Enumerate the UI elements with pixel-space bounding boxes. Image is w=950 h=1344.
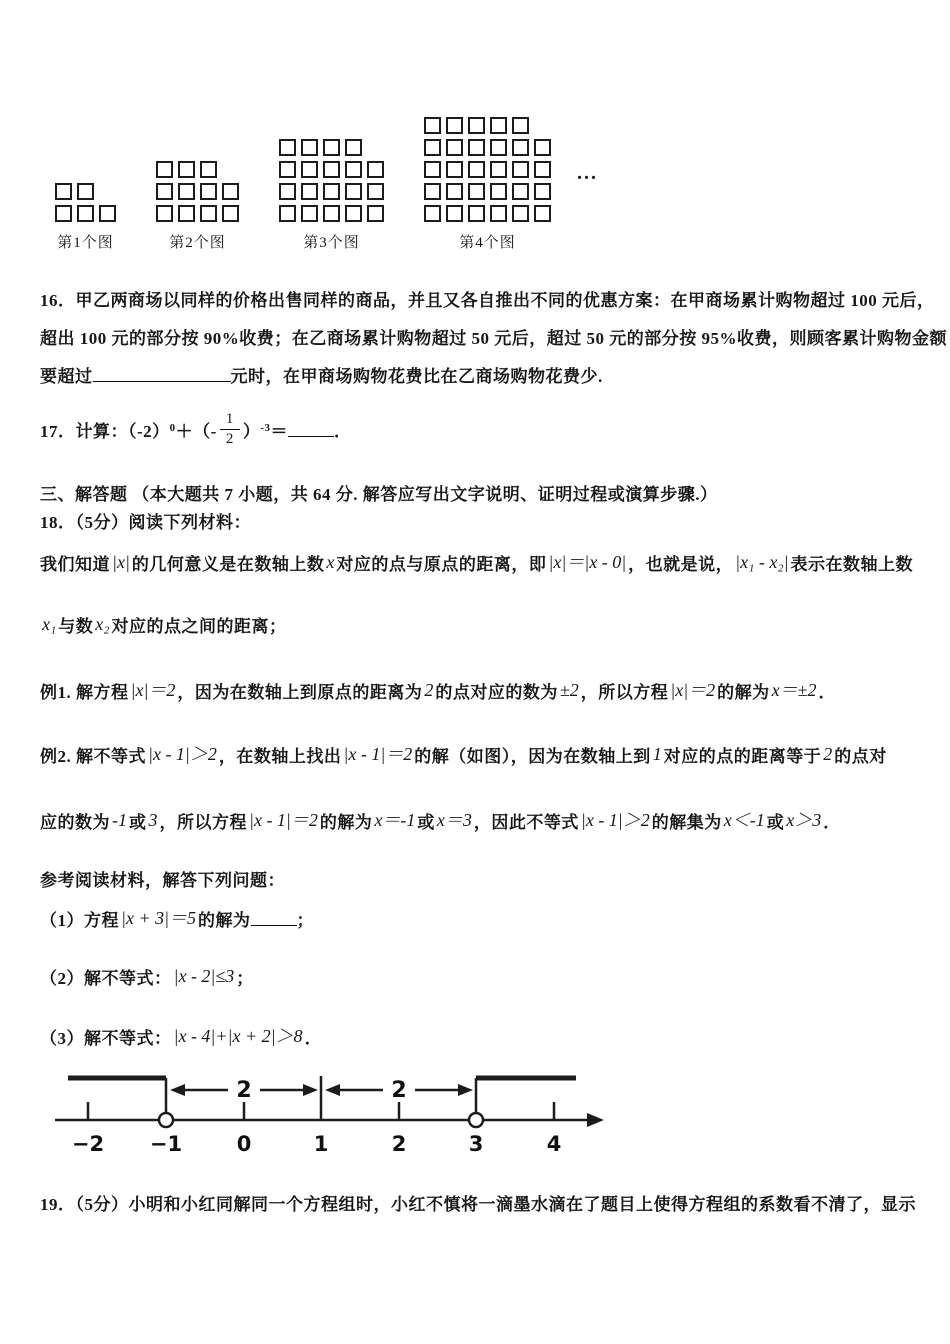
pattern-figure-4 (424, 112, 551, 252)
math-abs-sum-gt-8: |x - 4|+|x + 2|＞8 (173, 1026, 303, 1046)
math-abs-x-eq-2: |x|＝2 (130, 680, 176, 700)
q18-text: 对应的点的距离等于 (663, 747, 822, 766)
figure-4-squares (424, 112, 551, 222)
q18-text: ，在数轴上找出 (218, 747, 342, 766)
q17-period: ． (334, 421, 352, 441)
open-circle-3 (469, 1113, 483, 1127)
axis-arrowhead-icon (587, 1113, 604, 1127)
pattern-square (279, 205, 296, 222)
pattern-ellipsis: ... (577, 162, 598, 184)
axis-label-4: 4 (546, 1132, 562, 1156)
q16-line3-post: 元时，在甲商场购物花费比在乙商场购物花费少. (230, 367, 603, 386)
pattern-square (446, 183, 463, 200)
q18-heading: 18．（5分）阅读下列材料： (40, 513, 251, 532)
square-row (424, 117, 529, 134)
square-row (279, 183, 384, 200)
pattern-square (446, 161, 463, 178)
q18-text: ． (818, 683, 837, 702)
pattern-square (301, 183, 318, 200)
q18-example2-line2 (40, 808, 841, 834)
q18-text: 我们知道 (40, 555, 110, 574)
q17-mid: ＋（- (175, 421, 217, 441)
q18-text: ，所以方程 (159, 813, 247, 832)
section3-header: 三、解答题 （本大题共 7 小题，共 64 分. 解答应写出文字说明、证明过程或演算步骤.） (40, 485, 718, 504)
q18-subquestion-1 (40, 906, 314, 932)
square-row (279, 205, 384, 222)
distance-label-1: 2 (236, 1078, 252, 1103)
q18-reference-line: 参考阅读材料，解答下列问题： (40, 871, 285, 890)
math-abs-x-minus2-le-3: |x - 2|≤3 (173, 966, 235, 986)
math-pm2: ±2 (559, 680, 579, 700)
q16-answer-blank (93, 366, 231, 382)
figure-3-squares (279, 134, 384, 222)
pattern-square (301, 205, 318, 222)
pattern-square (323, 205, 340, 222)
pattern-square (424, 161, 441, 178)
pattern-square (279, 183, 296, 200)
pattern-square (534, 183, 551, 200)
pattern-square (323, 139, 340, 156)
pattern-square (424, 139, 441, 156)
q17-fraction-numerator: 1 (220, 410, 240, 430)
q18-text: 的解为 (198, 911, 251, 930)
arrowhead-left-icon (325, 1084, 340, 1096)
pattern-square (468, 161, 485, 178)
pattern-square (367, 183, 384, 200)
q18-text: 的解集为 (651, 813, 722, 832)
square-row (279, 161, 384, 178)
pattern-figure-2 (156, 156, 239, 252)
q18-example1 (40, 678, 836, 704)
q18-text: ，所以方程 (580, 683, 669, 702)
math-x-eq-3: x＝3 (436, 810, 472, 830)
pattern-square (512, 117, 529, 134)
q18-text: ． (304, 1029, 323, 1048)
q18-text: （1）方程 (40, 911, 119, 930)
math-abs-x-eq-2: |x|＝2 (670, 680, 716, 700)
figure-4-label: 第4个图 (459, 235, 516, 251)
math-abs-x-plus3-eq-5: |x + 3|＝5 (121, 908, 197, 928)
q18-text: 的点对应的数为 (435, 683, 558, 702)
axis-label-0: 0 (236, 1132, 252, 1156)
pattern-figures (55, 112, 551, 252)
q18-text: 对应的点之间的距离； (111, 617, 287, 636)
square-row (156, 161, 217, 178)
pattern-square (512, 161, 529, 178)
pattern-square (512, 139, 529, 156)
q18-example2-line1 (40, 742, 887, 768)
q18-subquestion-3 (40, 1024, 322, 1050)
pattern-square (490, 161, 507, 178)
pattern-square (345, 183, 362, 200)
q18-text: 的解（如图），因为在数轴上到 (414, 747, 651, 766)
arrowhead-right-icon (458, 1084, 473, 1096)
q16-line1: 16．甲乙两商场以同样的价格出售同样的商品，并且又各自推出不同的优惠方案：在甲商场累计购物超过 100 元后， (40, 291, 935, 310)
pattern-square (490, 117, 507, 134)
q17-answer-blank (288, 421, 334, 437)
pattern-square (534, 205, 551, 222)
q18-material-line2 (40, 612, 287, 637)
square-row (424, 139, 551, 156)
q19-line1: 19．（5分）小明和小红同解同一个方程组时，小红不慎将一滴墨水滴在了题目上使得方程组的系数看不清了，显示 (40, 1195, 916, 1214)
pattern-square (323, 183, 340, 200)
q18-subquestion-2 (40, 964, 254, 989)
pattern-square (345, 161, 362, 178)
math-abs-eq: |x - 1|＝2 (249, 810, 318, 830)
math-abs-ineq: |x - 1|＞2 (148, 744, 217, 764)
q17-line (40, 398, 352, 460)
pattern-square (156, 161, 173, 178)
q17-fraction (220, 410, 240, 449)
q17-exponent-zero: 0 (169, 422, 176, 434)
axis-label-3: 3 (468, 1132, 484, 1156)
q18-text: 对应的点与原点的距离，即 (336, 555, 547, 574)
math-3: 3 (148, 810, 158, 830)
math-abs-x1-x2: |x₁ - x₂| (735, 552, 789, 572)
q18-text: 的点对 (834, 747, 887, 766)
square-row (424, 205, 551, 222)
square-row (55, 183, 94, 200)
pattern-square (55, 205, 72, 222)
math-abs-x-equals: |x|＝|x - 0| (548, 552, 627, 572)
q17-pre: 17．计算：（-2） (40, 421, 170, 441)
q17-exponent-minus3: -3 (260, 422, 271, 434)
square-row (156, 183, 239, 200)
q18-sub1-answer-blank (251, 910, 297, 926)
math-x-eq-pm2: x＝±2 (771, 680, 817, 700)
figure-2-label: 第2个图 (169, 235, 226, 251)
pattern-square (301, 161, 318, 178)
q18-text: （3）解不等式： (40, 1029, 172, 1048)
pattern-square (345, 205, 362, 222)
pattern-square (424, 183, 441, 200)
arrowhead-left-icon (170, 1084, 185, 1096)
q18-text: 或 (129, 813, 147, 832)
q18-text: ； (236, 969, 254, 988)
q18-text: 的几何意义是在数轴上数 (131, 555, 325, 574)
q18-text: 例1. 解方程 (40, 683, 129, 702)
math-x-lt-neg1: x＜-1 (723, 810, 765, 830)
math-x1: x₁ (42, 614, 57, 634)
math-1: 1 (652, 744, 662, 764)
pattern-square (446, 139, 463, 156)
pattern-square (512, 183, 529, 200)
pattern-square (367, 161, 384, 178)
pattern-square (512, 205, 529, 222)
pattern-square (178, 161, 195, 178)
pattern-square (424, 205, 441, 222)
figure-1-squares (55, 178, 116, 222)
q17-fraction-denominator: 2 (225, 430, 234, 447)
pattern-figure-3 (279, 134, 384, 252)
q16-line2: 超出 100 元的部分按 90%收费；在乙商场累计购物超过 50 元后，超过 50 元的部分按 95%收费，则顾客累计购物金额 (40, 329, 947, 348)
pattern-square (77, 205, 94, 222)
pattern-square (77, 183, 94, 200)
pattern-square (222, 205, 239, 222)
math-abs-eq: |x - 1|＝2 (343, 744, 413, 764)
pattern-square (468, 205, 485, 222)
q18-text: 与数 (58, 617, 94, 636)
pattern-square (367, 205, 384, 222)
pattern-square (323, 161, 340, 178)
math-abs-ineq: |x - 1|＞2 (580, 810, 650, 830)
q17-equals: ＝ (270, 421, 289, 441)
pattern-square (222, 183, 239, 200)
q18-text: 表示在数轴上数 (790, 555, 914, 574)
pattern-square (468, 139, 485, 156)
square-row (55, 205, 116, 222)
q18-text: 例2. 解不等式 (40, 747, 146, 766)
pattern-square (178, 183, 195, 200)
pattern-figure-1 (55, 178, 116, 252)
q18-text: 的解为 (319, 813, 373, 832)
distance-label-2: 2 (391, 1078, 407, 1103)
math-x-eq-neg1: x＝-1 (374, 810, 416, 830)
pattern-square (200, 161, 217, 178)
axis-label-minus2: −2 (71, 1132, 105, 1156)
math-x-gt-3: x＞3 (786, 810, 822, 830)
figure-1-label: 第1个图 (57, 235, 114, 251)
q18-text: ． (823, 813, 841, 832)
pattern-square (424, 117, 441, 134)
pattern-square (301, 139, 318, 156)
q18-text: ，因此不等式 (473, 813, 579, 832)
pattern-square (279, 139, 296, 156)
q18-text: ，因为在数轴上到原点的距离为 (177, 683, 423, 702)
pattern-square (490, 205, 507, 222)
open-circle-minus1 (159, 1113, 173, 1127)
q17-close-paren: ） (242, 421, 261, 441)
pattern-square (279, 161, 296, 178)
arrowhead-right-icon (303, 1084, 318, 1096)
q18-text: （2）解不等式： (40, 969, 172, 988)
pattern-square (156, 205, 173, 222)
pattern-square (156, 183, 173, 200)
math-x: x (326, 552, 335, 572)
math-2: 2 (424, 680, 434, 700)
pattern-square (446, 205, 463, 222)
axis-label-1: 1 (313, 1132, 329, 1156)
q18-text: ，也就是说， (628, 555, 734, 574)
square-row (156, 205, 239, 222)
q18-text: 或 (766, 813, 785, 832)
q18-material-line1 (40, 550, 913, 576)
q18-text: 应的数为 (40, 813, 110, 832)
pattern-square (55, 183, 72, 200)
pattern-square (345, 139, 362, 156)
figure-2-squares (156, 156, 239, 222)
number-line-figure (42, 1066, 622, 1166)
math-neg1: -1 (112, 810, 127, 830)
math-x2: x₂ (95, 614, 110, 634)
pattern-square (446, 117, 463, 134)
pattern-square (178, 205, 195, 222)
pattern-square (534, 139, 551, 156)
square-row (424, 183, 551, 200)
q18-text: 的解为 (717, 683, 770, 702)
pattern-square (468, 117, 485, 134)
math-abs-x: |x| (112, 552, 130, 572)
pattern-square (490, 183, 507, 200)
pattern-square (534, 161, 551, 178)
q18-text: 或 (417, 813, 435, 832)
math-2: 2 (823, 744, 833, 764)
pattern-square (490, 139, 507, 156)
square-row (424, 161, 551, 178)
pattern-square (99, 205, 116, 222)
q16-line3 (40, 362, 603, 387)
q16-line3-pre: 要超过 (40, 367, 93, 386)
axis-label-minus1: −1 (149, 1132, 183, 1156)
square-row (279, 139, 362, 156)
pattern-square (200, 205, 217, 222)
pattern-square (468, 183, 485, 200)
q18-text: ； (296, 911, 315, 930)
figure-3-label: 第3个图 (303, 235, 360, 251)
pattern-square (200, 183, 217, 200)
axis-label-2: 2 (391, 1132, 407, 1156)
